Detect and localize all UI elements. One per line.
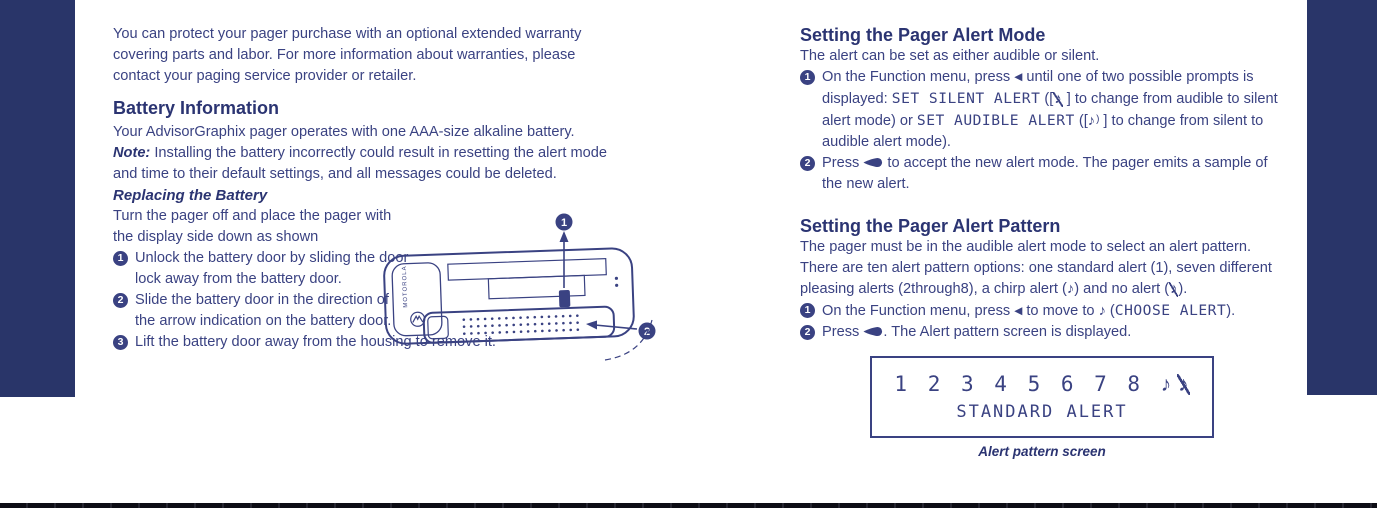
alert-pattern-selection: STANDARD ALERT	[956, 402, 1128, 422]
step-text: Lift the battery door away from the housing to remove it.	[135, 334, 496, 350]
battery-note-paragraph	[113, 143, 610, 185]
text-segment: to accept the new alert mode. The pager emits a sample of the new alert.	[822, 155, 1268, 192]
alert-mode-step-1	[800, 67, 1287, 153]
text-segment: ) and no alert (	[1074, 281, 1170, 297]
step-text	[822, 300, 1287, 322]
lcd-prompt-text: 1 2 3 4 5 6 7 8	[894, 372, 1161, 396]
replacing-battery-subheading: Replacing the Battery	[113, 187, 268, 204]
text-segment: ] to change from silent to audible alert mode).	[822, 113, 1264, 150]
step-text: Unlock the battery door by sliding the door lock away from the battery door.	[135, 250, 409, 287]
step-number-badge: 3	[113, 335, 128, 350]
text-segment: (	[1105, 303, 1115, 319]
battery-door	[424, 306, 615, 343]
note-mute-icon: ♪	[1054, 91, 1062, 107]
section-alert-mode	[800, 24, 1287, 195]
left-arrow-button-icon: ◀	[1014, 70, 1023, 83]
warranty-paragraph: You can protect your pager purchase with an optional extended warranty covering parts and labor. For more information about warranties, please contact your paging service provider or retailer.	[113, 26, 582, 84]
alert-mode-step-2	[800, 153, 1287, 195]
battery-door-grip	[464, 315, 584, 319]
battery-step-1	[113, 248, 413, 290]
right-column	[800, 24, 1287, 459]
read-button-icon	[863, 156, 883, 171]
left-edge-bar	[0, 0, 75, 397]
note-mute-icon: ♪	[1170, 281, 1178, 297]
battery-information-heading: Battery Information	[113, 98, 280, 118]
alert-pattern-step-2	[800, 322, 1287, 343]
text-segment: ).	[1226, 303, 1236, 319]
callout-1-number: 1	[560, 217, 568, 229]
alert-pattern-step-1	[800, 300, 1287, 322]
step-number-badge: 2	[800, 156, 815, 171]
text-segment: to move to	[1022, 303, 1099, 319]
note-text: Installing the battery incorrectly could result in resetting the alert mode and time to their default settings, and all messages could be deleted.	[113, 145, 607, 182]
left-arrow-button-icon: ◀	[1014, 304, 1023, 317]
step-number-badge: 2	[113, 293, 128, 308]
pager-dot	[615, 277, 618, 280]
battery-body-paragraph: Your AdvisorGraphix pager operates with one AAA-size alkaline battery.	[113, 124, 575, 140]
right-edge-bar	[1307, 0, 1377, 395]
step-number-badge: 1	[800, 70, 815, 85]
pager-dot	[615, 284, 618, 287]
callout-1-arrowhead	[560, 231, 569, 242]
note-icon: ♪	[1066, 281, 1075, 297]
alert-pattern-intro	[800, 237, 1287, 300]
step-text	[822, 67, 1287, 153]
text-segment: Press	[822, 155, 864, 171]
battery-door-latch	[428, 316, 449, 339]
text-segment: On the Function menu, press	[822, 69, 1015, 85]
text-segment: On the Function menu, press	[822, 303, 1015, 319]
section-alert-pattern	[800, 215, 1287, 459]
text-segment: . The Alert pattern screen is displayed.	[883, 324, 1132, 340]
text-segment: ([	[1074, 113, 1088, 129]
text-segment: until one of two possible prompts is displayed:	[822, 69, 1254, 107]
door-lock-knob	[559, 290, 571, 307]
pager-illustration	[371, 212, 663, 372]
callout-2-arrowhead	[586, 321, 597, 330]
motorola-batwing	[413, 316, 423, 322]
alert-mode-intro: The alert can be set as either audible or silent.	[800, 48, 1100, 64]
text-segment: ).	[1178, 281, 1188, 297]
lcd-prompt-text: SET SILENT ALERT	[891, 90, 1041, 107]
text-segment: ([	[1040, 91, 1054, 107]
note-audible-icon: ♪ )	[1088, 114, 1100, 129]
step-number-badge: 1	[113, 251, 128, 266]
replacing-battery-block	[113, 206, 413, 332]
text-segment: The pager must be in the audible alert mode to select an alert pattern. There are ten alert pattern options: one standard alert (1), seven different pleasing alerts (2through8), a chirp alert (	[800, 239, 1272, 297]
text-segment: Press	[822, 324, 864, 340]
left-column	[113, 24, 651, 353]
alert-pattern-screen	[870, 356, 1214, 438]
battery-step-2	[113, 290, 413, 332]
callout-2-number: 2	[643, 326, 651, 338]
lcd-prompt-text: CHOOSE ALERT	[1114, 302, 1227, 319]
step-number-badge: 1	[800, 303, 815, 318]
step-text: Slide the battery door in the direction of the arrow indication on the battery door.	[135, 292, 392, 329]
bottom-rule	[0, 503, 1377, 508]
step-number-badge: 2	[800, 325, 815, 340]
pager-brand-text: MOTOROLA	[401, 265, 410, 308]
alert-pattern-options-row	[894, 372, 1189, 397]
note-label: Note:	[113, 145, 151, 161]
replacing-intro: Turn the pager off and place the pager with the display side down as shown	[113, 208, 392, 245]
battery-door-grip	[464, 322, 584, 326]
text-segment: ] to change from audible to silent alert mode) or	[822, 91, 1278, 129]
step-text	[822, 322, 1287, 343]
note-icon: ♪	[1160, 373, 1172, 396]
alert-pattern-screen-caption: Alert pattern screen	[978, 444, 1106, 459]
alert-mode-heading: Setting the Pager Alert Mode	[800, 25, 1046, 45]
read-button-icon	[863, 325, 883, 340]
pager-info-panel	[488, 275, 585, 298]
note-mute-icon: ♪	[1178, 373, 1189, 396]
pager-end-cap	[392, 262, 442, 336]
alert-pattern-heading: Setting the Pager Alert Pattern	[800, 216, 1061, 236]
step-text	[822, 153, 1287, 195]
note-icon: ♪	[1098, 303, 1106, 319]
lcd-prompt-text: SET AUDIBLE ALERT	[916, 112, 1075, 129]
battery-door-grip	[464, 329, 584, 333]
